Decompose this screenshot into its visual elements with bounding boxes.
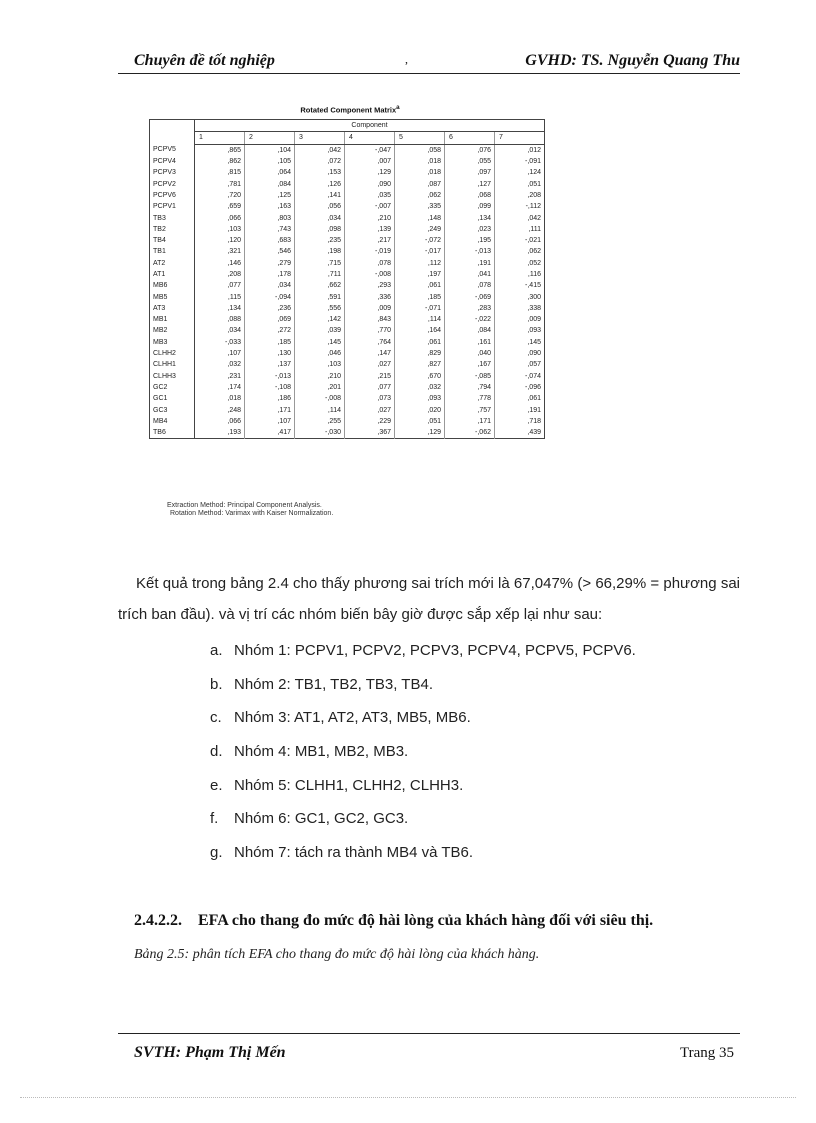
loading-cell: -,008: [345, 269, 395, 280]
component-number-row: [150, 132, 545, 144]
matrix-row: [150, 201, 545, 212]
loading-cell: ,201: [295, 382, 345, 393]
matrix-row: [150, 348, 545, 359]
loading-cell: ,105: [245, 156, 295, 167]
matrix-row: [150, 382, 545, 393]
loading-cell: ,115: [195, 291, 245, 302]
group-text: Nhóm 4: MB1, MB2, MB3.: [234, 743, 409, 761]
matrix-row: [150, 427, 545, 439]
group-list: [210, 638, 636, 874]
loading-cell: ,141: [295, 190, 345, 201]
matrix-row: [150, 314, 545, 325]
loading-cell: ,210: [295, 371, 345, 382]
loading-cell: ,417: [245, 427, 295, 439]
loading-cell: -,008: [295, 393, 345, 404]
variable-name: PCPV4: [150, 156, 195, 167]
loading-cell: ,191: [445, 258, 495, 269]
loading-cell: ,659: [195, 201, 245, 212]
section-heading: [134, 912, 653, 930]
loading-cell: ,217: [345, 235, 395, 246]
loading-cell: ,865: [195, 144, 245, 156]
loading-cell: -,021: [495, 235, 545, 246]
matrix-row: [150, 258, 545, 269]
loading-cell: ,093: [395, 393, 445, 404]
loading-cell: ,069: [245, 314, 295, 325]
variable-name: CLHH2: [150, 348, 195, 359]
component-number: 1: [195, 132, 245, 144]
variable-name: TB1: [150, 246, 195, 257]
loading-cell: -,112: [495, 201, 545, 212]
loading-cell: ,193: [195, 427, 245, 439]
variable-name: PCPV2: [150, 178, 195, 189]
loading-cell: ,171: [245, 404, 295, 415]
loading-cell: ,142: [295, 314, 345, 325]
loading-cell: ,062: [395, 190, 445, 201]
loading-cell: ,743: [245, 224, 295, 235]
matrix-row: [150, 303, 545, 314]
matrix-row: [150, 167, 545, 178]
loading-cell: -,013: [445, 246, 495, 257]
loading-cell: ,077: [345, 382, 395, 393]
loading-cell: ,279: [245, 258, 295, 269]
loading-cell: ,099: [445, 201, 495, 212]
loading-cell: ,093: [495, 325, 545, 336]
loading-cell: ,052: [495, 258, 545, 269]
loading-cell: ,147: [345, 348, 395, 359]
loading-cell: ,185: [245, 337, 295, 348]
loading-cell: ,130: [245, 348, 295, 359]
loading-cell: ,042: [495, 212, 545, 223]
loading-cell: ,072: [295, 156, 345, 167]
loading-cell: ,139: [345, 224, 395, 235]
loading-cell: ,591: [295, 291, 345, 302]
loading-cell: ,114: [295, 404, 345, 415]
component-number: 6: [445, 132, 495, 144]
loading-cell: ,272: [245, 325, 295, 336]
loading-cell: ,103: [295, 359, 345, 370]
loading-cell: ,041: [445, 269, 495, 280]
matrix-row: [150, 280, 545, 291]
loading-cell: ,040: [445, 348, 495, 359]
loading-cell: -,069: [445, 291, 495, 302]
component-number: 5: [395, 132, 445, 144]
variable-name: MB3: [150, 337, 195, 348]
variable-name: PCPV6: [150, 190, 195, 201]
matrix-row: [150, 359, 545, 370]
loading-cell: ,087: [395, 178, 445, 189]
matrix-header-row: [150, 120, 545, 132]
matrix-row: [150, 144, 545, 156]
loading-cell: -,071: [395, 303, 445, 314]
variable-name: TB6: [150, 427, 195, 439]
table-caption: Bảng 2.5: phân tích EFA cho thang đo mức độ hài lòng của khách hàng.: [134, 947, 540, 962]
loading-cell: ,007: [345, 156, 395, 167]
loading-cell: ,020: [395, 404, 445, 415]
loading-cell: ,556: [295, 303, 345, 314]
loading-cell: ,035: [345, 190, 395, 201]
loading-cell: ,670: [395, 371, 445, 382]
loading-cell: ,090: [345, 178, 395, 189]
loading-cell: ,051: [495, 178, 545, 189]
loading-cell: ,125: [245, 190, 295, 201]
loading-cell: -,085: [445, 371, 495, 382]
loading-cell: ,300: [495, 291, 545, 302]
loading-cell: ,127: [445, 178, 495, 189]
loading-cell: ,720: [195, 190, 245, 201]
loading-cell: ,197: [395, 269, 445, 280]
loading-cell: ,012: [495, 144, 545, 156]
component-number: 4: [345, 132, 395, 144]
matrix-title: [150, 104, 550, 115]
loading-cell: ,058: [395, 144, 445, 156]
matrix-row: [150, 404, 545, 415]
loading-cell: -,091: [495, 156, 545, 167]
variable-name: GC2: [150, 382, 195, 393]
header-rule: [118, 73, 740, 74]
variable-name: TB4: [150, 235, 195, 246]
loading-cell: ,171: [445, 416, 495, 427]
loading-cell: ,066: [195, 416, 245, 427]
header-advisor: GVHD: TS. Nguyễn Quang Thu: [525, 52, 740, 69]
matrix-title-mark: a: [396, 104, 400, 111]
loading-cell: ,114: [395, 314, 445, 325]
loading-cell: ,034: [295, 212, 345, 223]
loading-cell: ,061: [395, 280, 445, 291]
loading-cell: ,137: [245, 359, 295, 370]
variable-name: CLHH1: [150, 359, 195, 370]
loading-cell: ,764: [345, 337, 395, 348]
group-item: [210, 705, 636, 739]
group-letter: c.: [210, 709, 222, 727]
loading-cell: ,107: [195, 348, 245, 359]
matrix-notes: [167, 502, 333, 518]
loading-cell: ,111: [495, 224, 545, 235]
loading-cell: ,336: [345, 291, 395, 302]
loading-cell: -,013: [245, 371, 295, 382]
loading-cell: ,843: [345, 314, 395, 325]
loading-cell: ,134: [445, 212, 495, 223]
loading-cell: ,229: [345, 416, 395, 427]
loading-cell: ,018: [195, 393, 245, 404]
loading-cell: ,815: [195, 167, 245, 178]
variable-name: PCPV1: [150, 201, 195, 212]
group-item: [210, 840, 636, 874]
loading-cell: ,683: [245, 235, 295, 246]
loading-cell: ,056: [295, 201, 345, 212]
loading-cell: ,062: [495, 246, 545, 257]
loading-cell: ,293: [345, 280, 395, 291]
loading-cell: -,047: [345, 144, 395, 156]
matrix-row: [150, 371, 545, 382]
group-letter: d.: [210, 743, 223, 761]
loading-cell: ,321: [195, 246, 245, 257]
loading-cell: ,076: [445, 144, 495, 156]
loading-cell: ,208: [195, 269, 245, 280]
loading-cell: ,145: [495, 337, 545, 348]
group-item: [210, 638, 636, 672]
group-item: [210, 672, 636, 706]
loading-cell: ,084: [245, 178, 295, 189]
loading-cell: ,009: [495, 314, 545, 325]
matrix-row: [150, 156, 545, 167]
loading-cell: ,097: [445, 167, 495, 178]
loading-cell: -,094: [245, 291, 295, 302]
variable-name: PCPV5: [150, 144, 195, 156]
group-letter: f.: [210, 810, 219, 828]
loading-cell: -,072: [395, 235, 445, 246]
loading-cell: ,546: [245, 246, 295, 257]
rotated-component-matrix: [149, 119, 545, 439]
loading-cell: ,077: [195, 280, 245, 291]
group-text: Nhóm 1: PCPV1, PCPV2, PCPV3, PCPV4, PCPV5, PCPV6.: [234, 642, 636, 659]
group-letter: e.: [210, 776, 223, 794]
loading-cell: -,415: [495, 280, 545, 291]
page-bottom-border: [20, 1097, 796, 1098]
loading-cell: ,078: [345, 258, 395, 269]
loading-cell: -,033: [195, 337, 245, 348]
component-number: 2: [245, 132, 295, 144]
loading-cell: ,034: [195, 325, 245, 336]
loading-cell: ,090: [495, 348, 545, 359]
footer-page-number: Trang 35: [679, 1045, 734, 1061]
matrix-row: [150, 246, 545, 257]
footer-student: SVTH: Phạm Thị Mến: [134, 1044, 286, 1061]
loading-cell: ,061: [395, 337, 445, 348]
loading-cell: ,195: [445, 235, 495, 246]
loading-cell: ,098: [295, 224, 345, 235]
loading-cell: ,112: [395, 258, 445, 269]
loading-cell: ,088: [195, 314, 245, 325]
loading-cell: ,023: [445, 224, 495, 235]
section-title: EFA cho thang đo mức độ hài lòng của khách hàng đối với siêu thị.: [198, 912, 654, 929]
loading-cell: ,439: [495, 427, 545, 439]
loading-cell: ,191: [495, 404, 545, 415]
loading-cell: -,022: [445, 314, 495, 325]
loading-cell: ,032: [195, 359, 245, 370]
matrix-row: [150, 224, 545, 235]
loading-cell: ,718: [495, 416, 545, 427]
loading-cell: ,078: [445, 280, 495, 291]
loading-cell: ,103: [195, 224, 245, 235]
loading-cell: -,030: [295, 427, 345, 439]
loading-cell: ,064: [245, 167, 295, 178]
extraction-note: Extraction Method: Principal Component Analysis.: [167, 502, 322, 509]
loading-cell: ,027: [345, 359, 395, 370]
loading-cell: ,148: [395, 212, 445, 223]
loading-cell: ,770: [345, 325, 395, 336]
loading-cell: -,108: [245, 382, 295, 393]
variable-name: CLHH3: [150, 371, 195, 382]
loading-cell: ,255: [295, 416, 345, 427]
loading-cell: ,061: [495, 393, 545, 404]
footer-rule: [118, 1033, 740, 1034]
loading-cell: ,066: [195, 212, 245, 223]
group-text: Nhóm 3: AT1, AT2, AT3, MB5, MB6.: [234, 709, 471, 727]
loading-cell: ,208: [495, 190, 545, 201]
variable-name: GC3: [150, 404, 195, 415]
matrix-row: [150, 269, 545, 280]
page-header: [118, 50, 740, 72]
matrix-row: [150, 393, 545, 404]
group-item: [210, 806, 636, 840]
loading-cell: ,057: [495, 359, 545, 370]
loading-cell: -,019: [345, 246, 395, 257]
matrix-row: [150, 212, 545, 223]
variable-name: MB5: [150, 291, 195, 302]
loading-cell: ,778: [445, 393, 495, 404]
group-letter: g.: [210, 844, 223, 862]
loading-cell: ,164: [395, 325, 445, 336]
loading-cell: ,231: [195, 371, 245, 382]
variable-name: AT2: [150, 258, 195, 269]
paragraph-text: Kết quả trong bảng 2.4 cho thấy phương sai trích mới là 67,047% (> 66,29% = phương sai trích ban đầu). và vị trí các nhóm biến bây giờ được sắp xếp lại như sau:: [118, 575, 740, 623]
loading-cell: ,153: [295, 167, 345, 178]
loading-cell: ,198: [295, 246, 345, 257]
loading-cell: ,161: [445, 337, 495, 348]
loading-cell: ,186: [245, 393, 295, 404]
results-paragraph: [118, 568, 740, 630]
loading-cell: ,032: [395, 382, 445, 393]
loading-cell: ,084: [445, 325, 495, 336]
loading-cell: ,018: [395, 156, 445, 167]
loading-cell: ,757: [445, 404, 495, 415]
loading-cell: ,185: [395, 291, 445, 302]
loading-cell: ,120: [195, 235, 245, 246]
loading-cell: ,027: [345, 404, 395, 415]
loading-cell: ,794: [445, 382, 495, 393]
loading-cell: ,145: [295, 337, 345, 348]
component-header: Component: [195, 120, 545, 132]
loading-cell: -,017: [395, 246, 445, 257]
loading-cell: ,367: [345, 427, 395, 439]
loading-cell: ,174: [195, 382, 245, 393]
header-separator: ,: [405, 52, 408, 66]
variable-name: MB1: [150, 314, 195, 325]
loading-cell: ,146: [195, 258, 245, 269]
loading-cell: ,051: [395, 416, 445, 427]
group-text: Nhóm 5: CLHH1, CLHH2, CLHH3.: [234, 776, 464, 794]
loading-cell: ,829: [395, 348, 445, 359]
loading-cell: ,126: [295, 178, 345, 189]
variable-name: AT3: [150, 303, 195, 314]
loading-cell: ,163: [245, 201, 295, 212]
loading-cell: -,007: [345, 201, 395, 212]
loading-cell: ,073: [345, 393, 395, 404]
loading-cell: ,249: [395, 224, 445, 235]
variable-name: MB4: [150, 416, 195, 427]
loading-cell: ,129: [395, 427, 445, 439]
matrix-row: [150, 325, 545, 336]
variable-name: AT1: [150, 269, 195, 280]
matrix-body: [150, 144, 545, 439]
matrix-row: [150, 291, 545, 302]
loading-cell: ,039: [295, 325, 345, 336]
loading-cell: ,129: [345, 167, 395, 178]
loading-cell: ,042: [295, 144, 345, 156]
loading-cell: ,248: [195, 404, 245, 415]
loading-cell: ,338: [495, 303, 545, 314]
loading-cell: ,107: [245, 416, 295, 427]
loading-cell: ,034: [245, 280, 295, 291]
matrix-row: [150, 337, 545, 348]
group-text: Nhóm 2: TB1, TB2, TB3, TB4.: [234, 675, 433, 693]
matrix-corner: [150, 120, 195, 145]
group-text: Nhóm 7: tách ra thành MB4 và TB6.: [234, 844, 474, 862]
loading-cell: -,096: [495, 382, 545, 393]
group-item: [210, 739, 636, 773]
loading-cell: ,009: [345, 303, 395, 314]
loading-cell: ,046: [295, 348, 345, 359]
loading-cell: -,074: [495, 371, 545, 382]
matrix-row: [150, 190, 545, 201]
section-number: 2.4.2.2.: [134, 912, 182, 929]
group-letter: b.: [210, 675, 223, 693]
loading-cell: ,335: [395, 201, 445, 212]
loading-cell: ,167: [445, 359, 495, 370]
component-number: 7: [495, 132, 545, 144]
group-item: [210, 773, 636, 807]
rotation-note: Rotation Method: Varimax with Kaiser Normalization.: [170, 510, 334, 517]
matrix-row: [150, 178, 545, 189]
group-letter: a.: [210, 642, 223, 659]
loading-cell: ,134: [195, 303, 245, 314]
loading-cell: ,116: [495, 269, 545, 280]
variable-name: MB2: [150, 325, 195, 336]
loading-cell: ,055: [445, 156, 495, 167]
loading-cell: ,068: [445, 190, 495, 201]
loading-cell: ,215: [345, 371, 395, 382]
loading-cell: ,862: [195, 156, 245, 167]
loading-cell: ,235: [295, 235, 345, 246]
variable-name: TB2: [150, 224, 195, 235]
loading-cell: ,236: [245, 303, 295, 314]
loading-cell: ,104: [245, 144, 295, 156]
header-left-title: Chuyên đề tốt nghiệp: [134, 52, 275, 69]
loading-cell: ,711: [295, 269, 345, 280]
loading-cell: ,124: [495, 167, 545, 178]
variable-name: GC1: [150, 393, 195, 404]
loading-cell: -,062: [445, 427, 495, 439]
loading-cell: ,827: [395, 359, 445, 370]
component-number: 3: [295, 132, 345, 144]
variable-name: MB6: [150, 280, 195, 291]
loading-cell: ,018: [395, 167, 445, 178]
loading-cell: ,803: [245, 212, 295, 223]
group-text: Nhóm 6: GC1, GC2, GC3.: [234, 810, 409, 828]
loading-cell: ,662: [295, 280, 345, 291]
matrix-row: [150, 235, 545, 246]
loading-cell: ,178: [245, 269, 295, 280]
loading-cell: ,283: [445, 303, 495, 314]
variable-name: PCPV3: [150, 167, 195, 178]
loading-cell: ,210: [345, 212, 395, 223]
variable-name: TB3: [150, 212, 195, 223]
loading-cell: ,715: [295, 258, 345, 269]
matrix-row: [150, 416, 545, 427]
loading-cell: ,781: [195, 178, 245, 189]
matrix-title-text: Rotated Component Matrix: [300, 105, 397, 115]
